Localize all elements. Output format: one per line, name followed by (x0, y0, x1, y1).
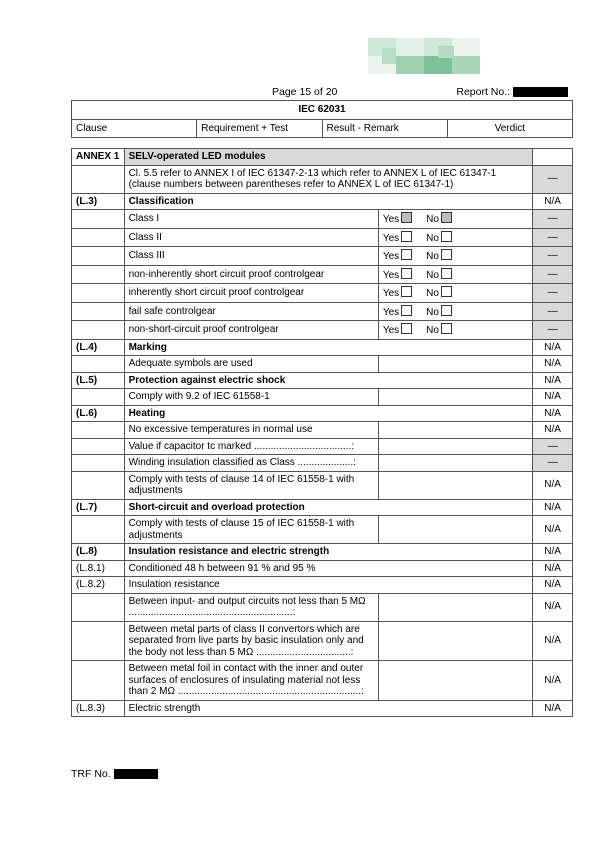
standard-header-table (71, 100, 573, 138)
no-checkbox[interactable] (441, 305, 452, 316)
result-cell (378, 265, 532, 284)
requirement-cell: Electric strength (124, 700, 533, 717)
requirement-cell: No excessive temperatures in normal use (124, 422, 378, 439)
requirement-cell: Comply with tests of clause 15 of IEC 61558-1 with adjustments (124, 516, 378, 544)
yes-label: Yes (382, 214, 400, 225)
result-cell (378, 356, 532, 373)
table-row (72, 661, 573, 701)
result-cell (378, 455, 532, 472)
result-cell (378, 593, 532, 621)
clause-cell: (L.8.1) (72, 560, 125, 577)
requirement-cell: Cl. 5.5 refer to ANNEX I of IEC 61347-2-13 which refer to ANNEX L of IEC 61347-1 (clause numbers between parentheses refer to ANNEX L of IEC 61347-1) (124, 165, 533, 193)
clause-cell (72, 471, 125, 499)
verdict-cell: — (533, 265, 573, 284)
result-cell (378, 321, 532, 340)
verdict-cell: N/A (533, 372, 573, 389)
verdict-cell: — (533, 321, 573, 340)
result-cell (378, 422, 532, 439)
table-row (72, 422, 573, 439)
requirement-cell: Comply with tests of clause 14 of IEC 61558-1 with adjustments (124, 471, 378, 499)
table-row (72, 247, 573, 266)
clause-cell: (L.6) (72, 405, 125, 422)
result-cell (378, 438, 532, 455)
clause-cell (72, 455, 125, 472)
page-number: Page 15 of 20 (272, 86, 338, 98)
table-row (72, 438, 573, 455)
requirement-cell: Heating (124, 405, 533, 422)
table-row (72, 405, 573, 422)
verdict-cell: N/A (533, 339, 573, 356)
yes-label: Yes (382, 325, 400, 336)
verdict-cell: N/A (533, 577, 573, 594)
table-row (72, 149, 573, 166)
clause-cell (72, 265, 125, 284)
clause-cell (72, 661, 125, 701)
no-checkbox[interactable] (441, 323, 452, 334)
requirement-cell: SELV-operated LED modules (124, 149, 533, 166)
verdict-cell: N/A (533, 422, 573, 439)
column-header-result: Result - Remark (322, 120, 447, 138)
result-cell (378, 228, 532, 247)
verdict-cell: N/A (533, 389, 573, 406)
table-row (72, 165, 573, 193)
table-row (72, 471, 573, 499)
no-checkbox[interactable] (441, 231, 452, 242)
table-row (72, 499, 573, 516)
clause-cell: (L.8) (72, 544, 125, 561)
no-label: No (426, 325, 439, 336)
table-row (72, 321, 573, 340)
table-row (72, 284, 573, 303)
yes-checkbox[interactable] (401, 286, 412, 297)
table-row (72, 372, 573, 389)
clause-cell (72, 228, 125, 247)
verdict-cell: N/A (533, 621, 573, 661)
table-row (72, 228, 573, 247)
clause-cell: (L.5) (72, 372, 125, 389)
column-header-verdict: Verdict (447, 120, 572, 138)
table-row (72, 700, 573, 717)
clause-cell (72, 516, 125, 544)
verdict-cell: N/A (533, 544, 573, 561)
column-header-clause: Clause (72, 120, 197, 138)
clause-cell: ANNEX 1 (72, 149, 125, 166)
clause-cell (72, 593, 125, 621)
clause-cell (72, 438, 125, 455)
verdict-cell: N/A (533, 499, 573, 516)
clause-cell (72, 356, 125, 373)
no-label: No (426, 251, 439, 262)
yes-checkbox[interactable] (401, 212, 412, 223)
verdict-cell: — (533, 302, 573, 321)
column-header-requirement: Requirement + Test (197, 120, 322, 138)
result-cell (378, 389, 532, 406)
requirements-table (71, 148, 573, 717)
verdict-cell (533, 149, 573, 166)
table-row (72, 516, 573, 544)
clause-cell: (L.8.3) (72, 700, 125, 717)
no-label: No (426, 269, 439, 281)
clause-cell (72, 422, 125, 439)
result-cell (378, 621, 532, 661)
table-row (72, 193, 573, 210)
requirement-cell: Class III (124, 247, 378, 266)
requirement-cell: Insulation resistance (124, 577, 533, 594)
clause-cell (72, 302, 125, 321)
clause-cell (72, 321, 125, 340)
result-cell (378, 661, 532, 701)
clause-cell (72, 621, 125, 661)
verdict-cell: N/A (533, 516, 573, 544)
requirement-cell: fail safe controlgear (124, 302, 378, 321)
no-checkbox[interactable] (441, 212, 452, 223)
requirement-cell: inherently short circuit proof controlgear (124, 284, 378, 303)
clause-cell (72, 210, 125, 229)
clause-cell: (L.3) (72, 193, 125, 210)
verdict-cell: N/A (533, 560, 573, 577)
result-cell (378, 302, 532, 321)
no-checkbox[interactable] (441, 249, 452, 260)
table-row (72, 265, 573, 284)
no-checkbox[interactable] (441, 268, 452, 279)
verdict-cell: N/A (533, 193, 573, 210)
verdict-cell: N/A (533, 593, 573, 621)
clause-cell (72, 165, 125, 193)
result-cell (378, 210, 532, 229)
requirement-cell: Winding insulation classified as Class ....................: (124, 455, 378, 472)
yes-label: Yes (382, 306, 400, 318)
requirement-cell: Protection against electric shock (124, 372, 533, 389)
verdict-cell: N/A (533, 356, 573, 373)
yes-checkbox[interactable] (401, 323, 412, 334)
verdict-cell: — (533, 438, 573, 455)
company-logo (368, 38, 480, 74)
requirement-cell: Adequate symbols are used (124, 356, 378, 373)
clause-cell: (L.8.2) (72, 577, 125, 594)
table-row (72, 302, 573, 321)
yes-checkbox[interactable] (401, 231, 412, 242)
table-row (72, 560, 573, 577)
redacted-trf-number (114, 769, 158, 779)
no-label: No (426, 306, 439, 318)
no-label: No (426, 232, 439, 244)
result-cell (378, 471, 532, 499)
no-checkbox[interactable] (441, 286, 452, 297)
table-row (72, 577, 573, 594)
yes-label: Yes (382, 288, 400, 299)
requirement-cell: Value if capacitor tc marked ...................................: (124, 438, 378, 455)
result-cell (378, 247, 532, 266)
verdict-cell: N/A (533, 700, 573, 717)
trf-number: TRF No. (71, 768, 158, 780)
yes-label: Yes (382, 251, 400, 262)
verdict-cell: — (533, 228, 573, 247)
table-row (72, 593, 573, 621)
clause-cell (72, 389, 125, 406)
no-label: No (426, 288, 439, 299)
table-row (72, 621, 573, 661)
requirement-cell: Between metal parts of class II convertors which are separated from live parts by basic insulation only and the body not less than 5 MΩ ..................................: (124, 621, 378, 661)
requirement-cell: Class I (124, 210, 378, 229)
requirement-cell: Classification (124, 193, 533, 210)
requirement-cell: Between metal foil in contact with the inner and outer surfaces of enclosures of insulating material not less than 2 MΩ ..................................................................: (124, 661, 378, 701)
table-row (72, 544, 573, 561)
verdict-cell: N/A (533, 471, 573, 499)
verdict-cell: — (533, 247, 573, 266)
yes-checkbox[interactable] (401, 268, 412, 279)
verdict-cell: N/A (533, 405, 573, 422)
table-row (72, 455, 573, 472)
result-cell (378, 284, 532, 303)
report-number: Report No.: (456, 86, 568, 98)
clause-cell (72, 247, 125, 266)
no-label: No (426, 214, 439, 225)
redacted-report-number (513, 87, 568, 97)
result-cell (378, 516, 532, 544)
verdict-cell: — (533, 210, 573, 229)
table-row (72, 389, 573, 406)
requirement-cell: Between input- and output circuits not less than 5 MΩ ...........................................................: (124, 593, 378, 621)
yes-checkbox[interactable] (401, 249, 412, 260)
verdict-cell: N/A (533, 661, 573, 701)
verdict-cell: — (533, 455, 573, 472)
clause-cell: (L.4) (72, 339, 125, 356)
clause-cell (72, 284, 125, 303)
yes-label: Yes (382, 232, 400, 244)
requirement-cell: Class II (124, 228, 378, 247)
verdict-cell: — (533, 165, 573, 193)
requirement-cell: non-inherently short circuit proof controlgear (124, 265, 378, 284)
clause-cell: (L.7) (72, 499, 125, 516)
verdict-cell: — (533, 284, 573, 303)
standard-title: IEC 62031 (72, 101, 573, 120)
requirement-cell: Insulation resistance and electric strength (124, 544, 533, 561)
requirement-cell: non-short-circuit proof controlgear (124, 321, 378, 340)
table-row (72, 356, 573, 373)
requirement-cell: Conditioned 48 h between 91 % and 95 % (124, 560, 533, 577)
yes-label: Yes (382, 269, 400, 281)
yes-checkbox[interactable] (401, 305, 412, 316)
requirement-cell: Marking (124, 339, 533, 356)
table-row (72, 339, 573, 356)
table-row (72, 210, 573, 229)
requirement-cell: Comply with 9.2 of IEC 61558-1 (124, 389, 378, 406)
requirement-cell: Short-circuit and overload protection (124, 499, 533, 516)
